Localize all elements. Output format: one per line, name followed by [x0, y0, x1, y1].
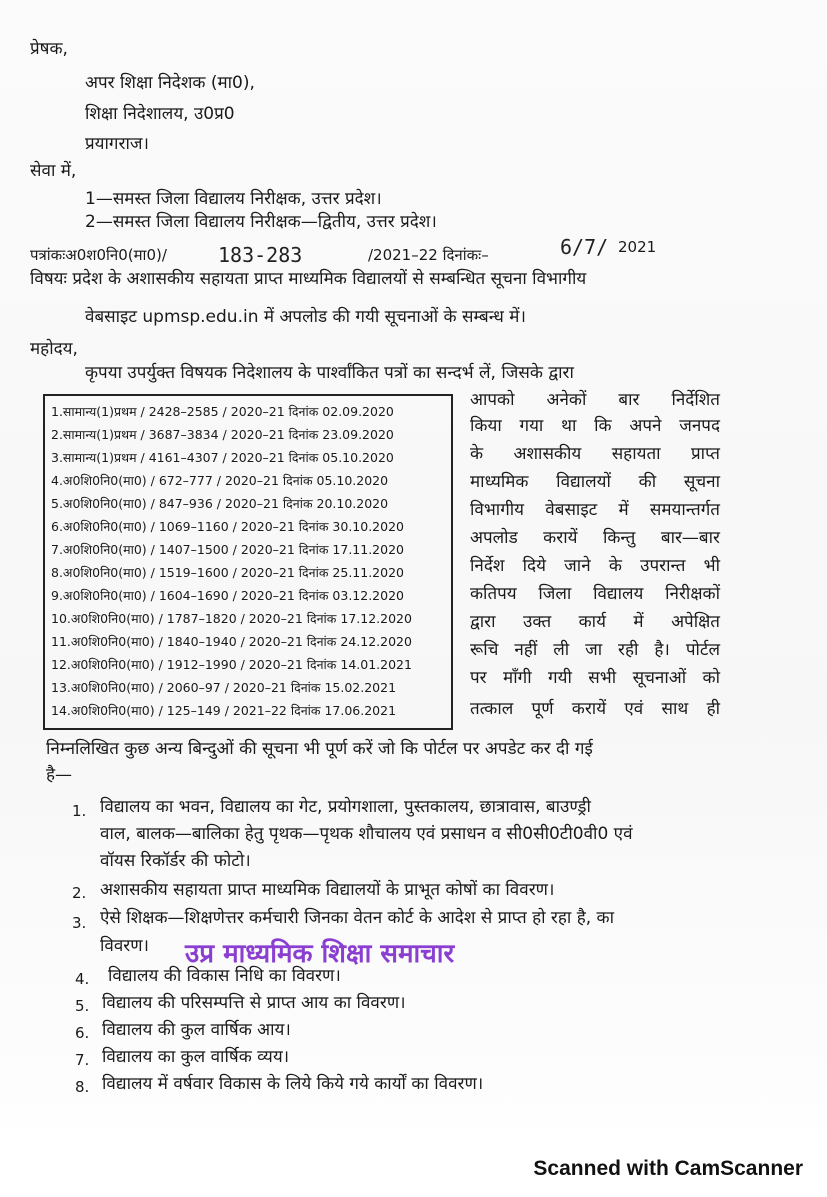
point-1-line-2: वाल, बालक—बालिका हेतु पृथक—पृथक शौचालय एवं प्रसाधन व सी0सी0टी0वी0 एवं [100, 824, 633, 844]
reference-item: 5.अ0शि0नि0(मा0) / 847–936 / 2020–21 दिनांक 20.10.2020 [51, 496, 389, 511]
sender-line-3: प्रयागराज। [85, 134, 149, 154]
reference-item: 11.अ0शि0नि0(मा0) / 1840–1940 / 2020–21 दिनांक 24.12.2020 [51, 634, 412, 649]
reference-item: 10.अ0शि0नि0(मा0) / 1787–1820 / 2020–21 दिनांक 17.12.2020 [51, 611, 412, 626]
body-right-line: द्वारा उक्त कार्य में अपेक्षित [470, 612, 720, 632]
reference-item: 9.अ0शि0नि0(मा0) / 1604–1690 / 2020–21 दिनांक 03.12.2020 [51, 588, 404, 603]
body-right-line: अपलोड करायें किन्तु बार—बार [470, 528, 720, 548]
sender-label: प्रेषक, [30, 39, 68, 59]
letter-ref-prefix: पत्रांकःअ0श0नि0(मा0)/ [30, 246, 167, 264]
camscanner-mark: Scanned with CamScanner [533, 1157, 803, 1180]
reference-letters-box [43, 394, 453, 730]
body-right-line: रूचि नहीं ली जा रही है। पोर्टल [470, 640, 720, 660]
body-intro: कृपया उपर्युक्त विषयक निदेशालय के पार्श्वांकित पत्रों का सन्दर्भ लें, जिसके द्वारा [85, 363, 574, 383]
letter-ref-number-handwritten: 183-283 [218, 243, 303, 267]
reference-item: 14.अ0शि0नि0(मा0) / 125–149 / 2021–22 दिनांक 17.06.2021 [51, 703, 397, 718]
body-continuation-2: है— [46, 765, 73, 785]
body-right-line: निर्देश दिये जाने के उपरान्त भी [470, 556, 720, 576]
reference-item: 2.सामान्य(1)प्रथम / 3687–3834 / 2020–21 दिनांक 23.09.2020 [51, 427, 394, 442]
letter-date-year: 2021 [618, 238, 657, 256]
point-3-line-1: ऐसे शिक्षक—शिक्षणेत्तर कर्मचारी जिनका वेतन कोर्ट के आदेश से प्राप्त हो रहा है, का [100, 908, 614, 928]
point-number: 8. [75, 1078, 90, 1096]
reference-item: 6.अ0शि0नि0(मा0) / 1069–1160 / 2020–21 दिनांक 30.10.2020 [51, 519, 404, 534]
body-right-line: विभागीय वेबसाइट में समयान्तर्गत [470, 500, 720, 520]
point-6-line-1: विद्यालय की कुल वार्षिक आय। [102, 1020, 291, 1040]
reference-item: 13.अ0शि0नि0(मा0) / 2060–97 / 2020–21 दिनांक 15.02.2021 [51, 680, 397, 695]
point-1-line-1: विद्यालय का भवन, विद्यालय का गेट, प्रयोगशाला, पुस्तकालय, छात्रावास, बाउण्ड्री [100, 797, 591, 817]
point-number: 2. [72, 884, 87, 902]
body-right-line: पर माँगी गयी सभी सूचनाओं को [470, 668, 720, 688]
subject-line-2: वेबसाइट upmsp.edu.in में अपलोड की गयी सूचनाओं के सम्बन्ध में। [85, 307, 526, 327]
point-5-line-1: विद्यालय की परिसम्पत्ति से प्राप्त आय का विवरण। [102, 993, 406, 1013]
point-number: 4. [75, 970, 90, 988]
subject-line-1: विषयः प्रदेश के अशासकीय सहायता प्राप्त माध्यमिक विद्यालयों से सम्बन्धित सूचना विभागीय [30, 269, 587, 289]
watermark-text: उप्र माध्यमिक शिक्षा समाचार [185, 939, 455, 969]
point-number: 5. [75, 997, 90, 1015]
recipient-line-1: 1—समस्त जिला विद्यालय निरीक्षक, उत्तर प्रदेश। [85, 189, 382, 209]
body-right-line: के अशासकीय सहायता प्राप्त [470, 444, 720, 464]
point-7-line-1: विद्यालय का कुल वार्षिक व्यय। [102, 1047, 290, 1067]
body-right-line: माध्यमिक विद्यालयों की सूचना [470, 472, 720, 492]
body-continuation-1: निम्नलिखित कुछ अन्य बिन्दुओं की सूचना भी पूर्ण करें जो कि पोर्टल पर अपडेट कर दी गई [46, 739, 593, 759]
letter-ref-suffix: /2021–22 दिनांकः– [368, 246, 489, 264]
point-2-line-1: अशासकीय सहायता प्राप्त माध्यमिक विद्यालयों के प्राभूत कोषों का विवरण। [100, 880, 555, 900]
sender-line-2: शिक्षा निदेशालय, उ0प्र0 [85, 104, 235, 124]
point-number: 1. [72, 802, 87, 820]
reference-item: 7.अ0शि0नि0(मा0) / 1407–1500 / 2020–21 दिनांक 17.11.2020 [51, 542, 404, 557]
recipient-label: सेवा में, [30, 161, 77, 181]
letter-date-handwritten: 6/7/ [560, 235, 609, 259]
point-number: 7. [75, 1051, 90, 1069]
point-4-line-1: विद्यालय की विकास निधि का विवरण। [108, 966, 341, 986]
point-3-line-2: विवरण। [100, 936, 149, 956]
salutation: महोदय, [30, 339, 78, 359]
reference-item: 1.सामान्य(1)प्रथम / 2428–2585 / 2020–21 दिनांक 02.09.2020 [51, 404, 394, 419]
point-number: 3. [72, 914, 87, 932]
point-1-line-3: वॉयस रिकॉर्डर की फोटो। [100, 851, 251, 871]
reference-item: 4.अ0शि0नि0(मा0) / 672–777 / 2020–21 दिनांक 05.10.2020 [51, 473, 389, 488]
reference-item: 3.सामान्य(1)प्रथम / 4161–4307 / 2020–21 दिनांक 05.10.2020 [51, 450, 394, 465]
point-8-line-1: विद्यालय में वर्षवार विकास के लिये किये गये कार्यों का विवरण। [102, 1074, 484, 1094]
body-right-line: आपको अनेकों बार निर्देशित [470, 390, 720, 410]
point-number: 6. [75, 1024, 90, 1042]
recipient-line-2: 2—समस्त जिला विद्यालय निरीक्षक—द्वितीय, उत्तर प्रदेश। [85, 212, 437, 232]
sender-line-1: अपर शिक्षा निदेशक (मा0), [85, 73, 255, 93]
body-right-line: तत्काल पूर्ण करायें एवं साथ ही [470, 699, 720, 719]
body-right-line: कतिपय जिला विद्यालय निरीक्षकों [470, 584, 720, 604]
reference-item: 8.अ0शि0नि0(मा0) / 1519–1600 / 2020–21 दिनांक 25.11.2020 [51, 565, 404, 580]
body-right-line: किया गया था कि अपने जनपद [470, 416, 720, 436]
reference-item: 12.अ0शि0नि0(मा0) / 1912–1990 / 2020–21 दिनांक 14.01.2021 [51, 657, 412, 672]
